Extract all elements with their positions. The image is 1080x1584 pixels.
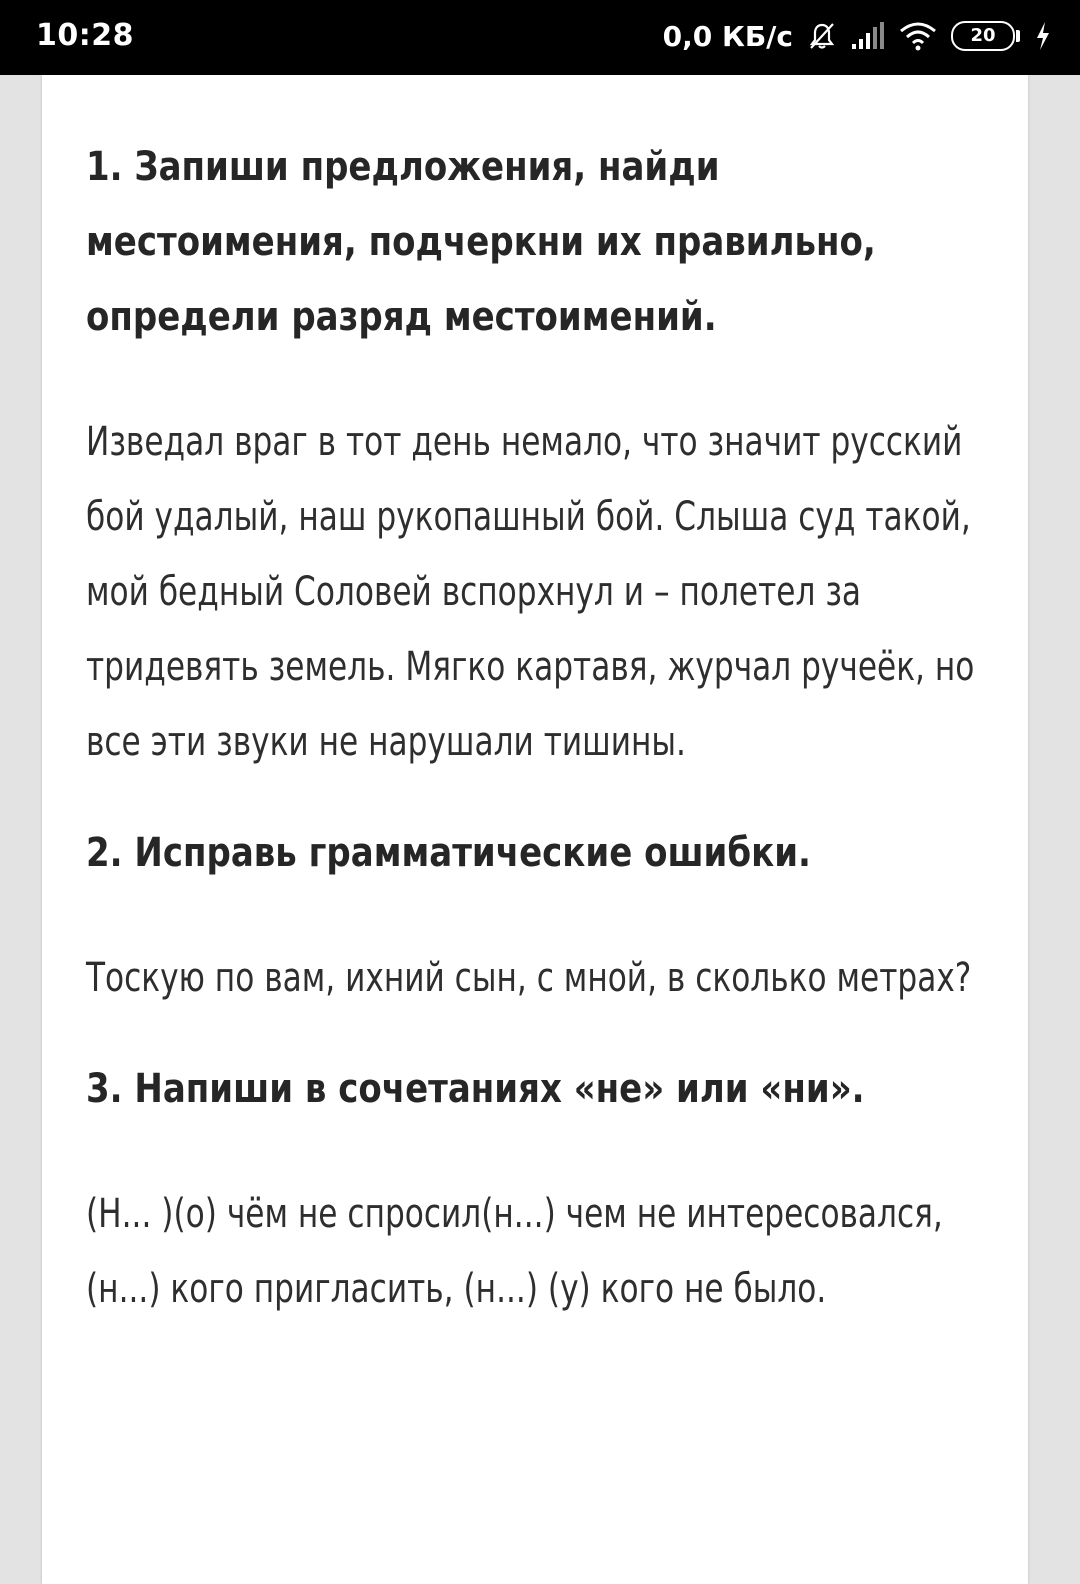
task2-text: Тоскую по вам, ихний сын, с мной, в сколько метрах? <box>86 955 972 1001</box>
task2-title: 2. Исправь грамматические ошибки. <box>86 830 811 876</box>
status-icons <box>663 16 1052 56</box>
battery-icon <box>951 21 1020 51</box>
task1-text: Изведал враг в тот день немало, что значит русский бой удалый, наш рукопашный бой. Слыша суд такой, мой бедный Соловей вспорхнул и – полетел за тридевять земель. Мягко картавя, журчал ручеёк, но все эти звуки не нарушали тишины. <box>86 419 975 765</box>
wifi-icon <box>899 21 937 51</box>
task3-text: (Н... )(о) чём не спросил(н...) чем не интересовался, (н...) кого пригласить, (н...) (у) кого не было. <box>86 1191 943 1312</box>
status-time: 10:28 <box>36 18 134 53</box>
article-card <box>42 75 1028 1584</box>
signal-icon <box>851 22 885 50</box>
status-bar <box>0 0 1080 75</box>
net-speed: 0,0 КБ/с <box>662 19 793 53</box>
task3-title: 3. Напиши в сочетаниях «не» или «ни». <box>86 1066 865 1112</box>
article-content <box>86 130 986 1327</box>
notifications-off-icon <box>807 21 837 51</box>
battery-level: 20 <box>970 25 996 46</box>
charging-icon <box>1034 21 1052 51</box>
task1-title: 1. Запиши предложения, найди местоимения, подчеркни их правильно, определи разряд местоимений. <box>86 144 876 340</box>
